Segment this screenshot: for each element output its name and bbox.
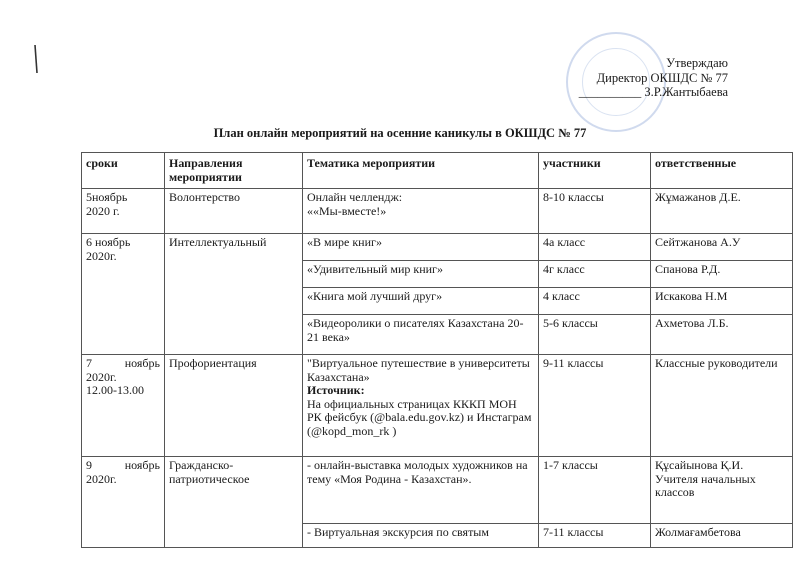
table-header-row (82, 153, 793, 189)
direction-cell: Профориентация (165, 355, 303, 457)
header-cell: участники (539, 153, 651, 189)
document-title: План онлайн мероприятий на осенние каникулы в ОКШДС № 77 (213, 126, 587, 140)
date-line (86, 459, 160, 473)
responsible-cell: Жолмағамбетова (651, 524, 793, 548)
date-line: 2020 г. (86, 203, 120, 218)
topic-cell: - Виртуальная экскурсия по святым (303, 524, 539, 548)
participants-cell: 8-10 классы (539, 189, 651, 234)
date-line: 2020г. (86, 369, 117, 384)
source-label: Источник: (307, 383, 365, 397)
table-row (82, 457, 793, 524)
time-line: 12.00-13.00 (86, 383, 144, 397)
topic-cell (303, 355, 539, 457)
date-cell (82, 355, 165, 457)
date-cell (82, 457, 165, 548)
source-text: На официальных страницах КККП МОН РК фейсбук (@bala.edu.gov.kz) и Инстаграм (@kopd_mon_rk ) (307, 396, 532, 438)
date-line: 5ноябрь (86, 190, 128, 204)
header-cell: ответственные (651, 153, 793, 189)
topic-cell: «В мире книг» (303, 234, 539, 261)
responsible-cell: Спанова Р.Д. (651, 261, 793, 288)
date-cell (82, 234, 165, 355)
pen-stroke-mark (34, 44, 38, 74)
participants-cell: 4 класс (539, 288, 651, 315)
date-day: 7 (86, 356, 92, 370)
participants-cell: 9-11 классы (539, 355, 651, 457)
responsible-cell: Құсайынова Қ.И. Учителя начальных классов (651, 457, 793, 524)
date-line: 2020г. (86, 248, 117, 263)
approval-signature: __________ З.Р.Жантыбаева (578, 85, 728, 99)
date-month: ноябрь (124, 356, 160, 370)
header-cell: Тематика мероприятии (303, 153, 539, 189)
responsible-cell: Классные руководители (651, 355, 793, 457)
responsible-cell: Сейтжанова А.У (651, 234, 793, 261)
table-row (82, 189, 793, 234)
participants-cell: 4а класс (539, 234, 651, 261)
header-cell: сроки (82, 153, 165, 189)
topic-cell: «Книга мой лучший друг» (303, 288, 539, 315)
date-day: 9 (86, 458, 92, 472)
participants-cell: 5-6 классы (539, 315, 651, 355)
date-cell (82, 189, 165, 234)
topic-cell: - онлайн-выставка молодых художников на тему «Моя Родина - Казахстан». (303, 457, 539, 524)
date-line: 6 ноябрь (86, 235, 131, 249)
topic-text: "Виртуальное путешествие в университеты Казахстана» (307, 356, 530, 384)
table-row (82, 355, 793, 457)
participants-cell: 7-11 классы (539, 524, 651, 548)
table-row (82, 234, 793, 261)
topic-line: Онлайн челлендж: (307, 190, 403, 204)
date-month: ноябрь (124, 458, 160, 472)
direction-cell: Гражданско-патриотическое (165, 457, 303, 548)
topic-cell: «Видеоролики о писателях Казахстана 20-21 века» (303, 315, 539, 355)
responsible-cell: Ахметова Л.Б. (651, 315, 793, 355)
responsible-cell: Искакова Н.М (651, 288, 793, 315)
approval-line: Утверждаю (666, 56, 728, 70)
topic-cell (303, 189, 539, 234)
approval-position: Директор ОКШДС № 77 (596, 70, 728, 85)
events-table (81, 152, 793, 548)
direction-cell: Интеллектуальный (165, 234, 303, 355)
direction-cell: Волонтерство (165, 189, 303, 234)
topic-cell: «Удивительный мир книг» (303, 261, 539, 288)
date-line: 2020г. (86, 471, 117, 486)
approval-block (579, 56, 728, 100)
header-cell: Направления мероприятии (165, 153, 303, 189)
responsible-cell: Жұмажанов Д.Е. (651, 189, 793, 234)
participants-cell: 1-7 классы (539, 457, 651, 524)
topic-line: ««Мы-вместе!» (307, 203, 387, 218)
participants-cell: 4г класс (539, 261, 651, 288)
date-line (86, 357, 160, 371)
